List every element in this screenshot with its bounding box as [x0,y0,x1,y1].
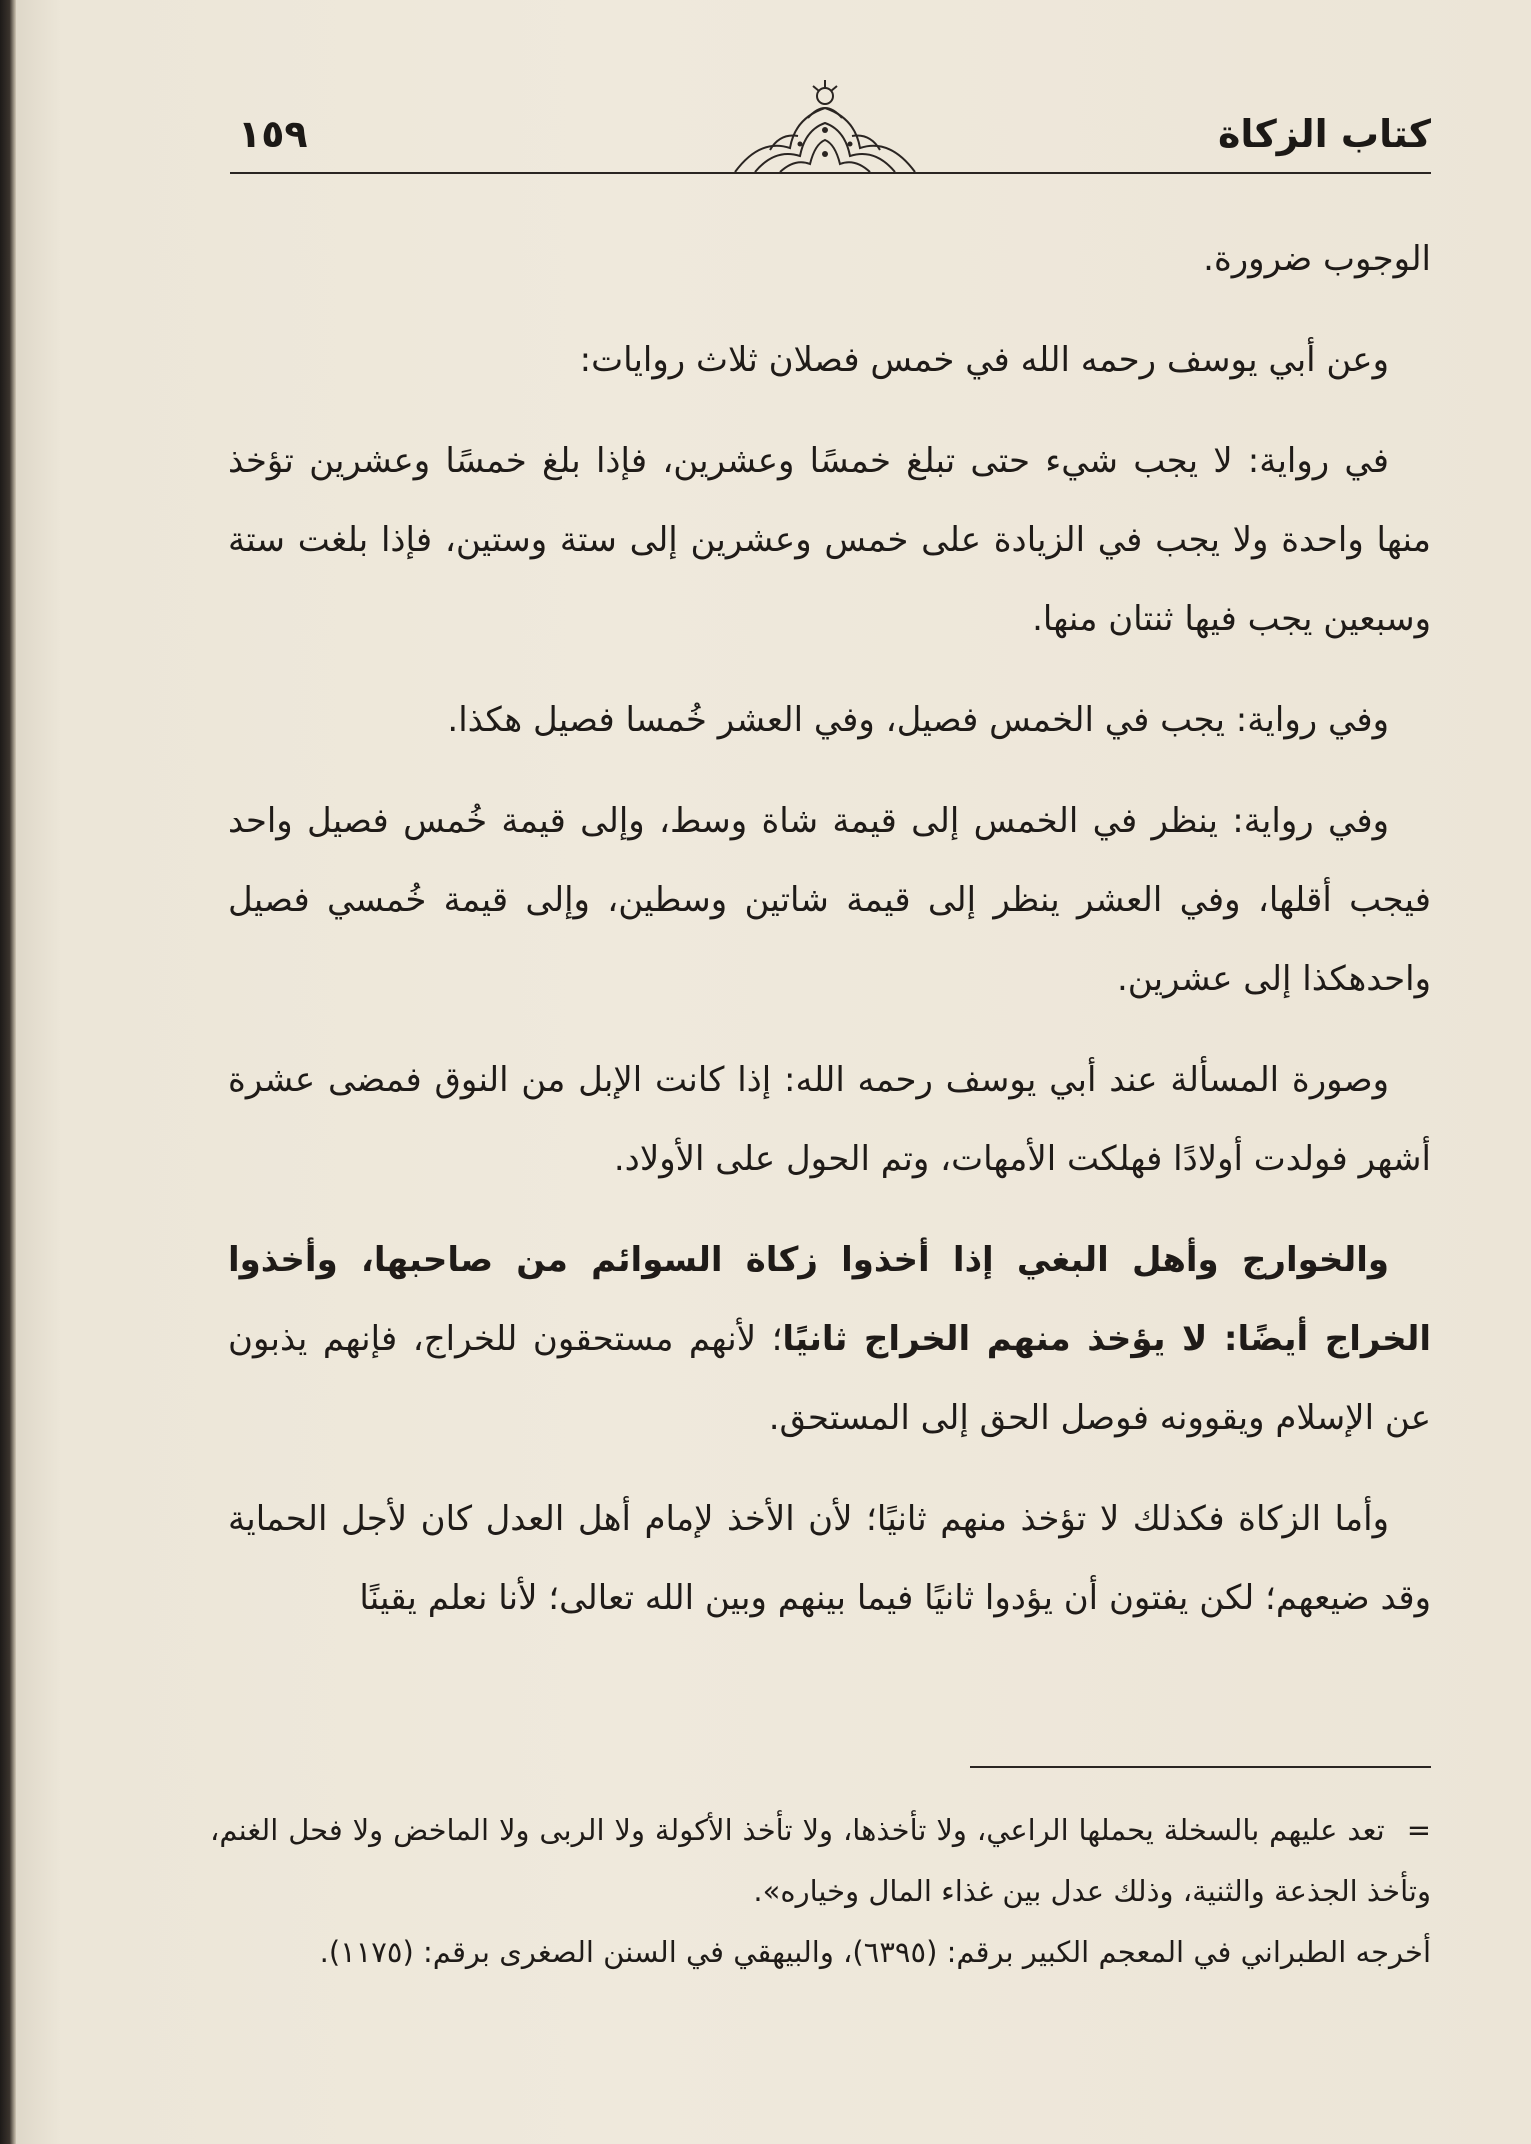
running-title: كتاب الزكاة [1217,112,1431,156]
ornament-icon [730,78,920,174]
paragraph-matn [228,1221,1431,1458]
book-spine-edge [0,0,16,2144]
paragraph: وفي رواية: ينظر في الخمس إلى قيمة شاة وسط، وإلى قيمة خُمس فصيل واحد فيجب أقلها، وفي العشر ينظر إلى قيمة شاتين وسطين، وإلى قيمة خُمسي فصيل واحدهكذا إلى عشرين. [228,801,1431,999]
paragraph: وأما الزكاة فكذلك لا تؤخذ منهم ثانيًا؛ لأن الأخذ لإمام أهل العدل كان لأجل الحماية وقد ضيعهم؛ لكن يفتون أن يؤدوا ثانيًا فيما بينهم وبين الله تعالى؛ لأنا نعلم يقينًا [228,1499,1431,1618]
paragraph: وعن أبي يوسف رحمه الله في خمس فصلان ثلاث روايات: [579,340,1389,380]
paragraph: في رواية: لا يجب شيء حتى تبلغ خمسًا وعشرين، فإذا بلغ خمسًا وعشرين تؤخذ منها واحدة ولا يجب في الزيادة على خمس وعشرين إلى ستة وستين، فإذا بلغت ستة وسبعين يجب فيها ثنتان منها. [228,441,1431,639]
commentary-text: ؛ لأنهم مستحقون للخراج، فإنهم يذبون عن الإسلام ويقوونه فوصل الحق إلى المستحق. [228,1319,1431,1438]
matn-text: والخوارج وأهل البغي إذا أخذوا زكاة السوائم من صاحبها، وأخذوا الخراج أيضًا: لا يؤخذ منهم الخراج ثانيًا [228,1240,1431,1359]
paragraph: الوجوب ضرورة. [1203,239,1431,279]
footnote-rule [970,1766,1431,1768]
header-rule [230,172,1431,174]
footnote [210,1800,1431,1922]
footnote-text: تعد عليهم بالسخلة يحملها الراعي، ولا تأخذها، ولا تأخذ الأكولة ولا الربى ولا الماخض ولا فحل الغنم، وتأخذ الجذعة والثنية، وذلك عدل بين غذاء المال وخياره». [210,1813,1431,1908]
paragraph: وصورة المسألة عند أبي يوسف رحمه الله: إذا كانت الإبل من النوق فمضى عشرة أشهر فولدت أولادًا فهلكت الأمهات، وتم الحول على الأولاد. [228,1060,1431,1179]
page-number: ١٥٩ [238,112,308,156]
paragraph: وفي رواية: يجب في الخمس فصيل، وفي العشر خُمسا فصيل هكذا. [447,700,1389,740]
main-text [228,220,1431,1660]
footnote-continuation-marker: = [1406,1813,1431,1847]
footnote: أخرجه الطبراني في المعجم الكبير برقم: (٦٣٩٥)، والبيهقي في السنن الصغرى برقم: (١١٧٥). [319,1935,1431,1969]
footnotes [210,1800,1431,1983]
